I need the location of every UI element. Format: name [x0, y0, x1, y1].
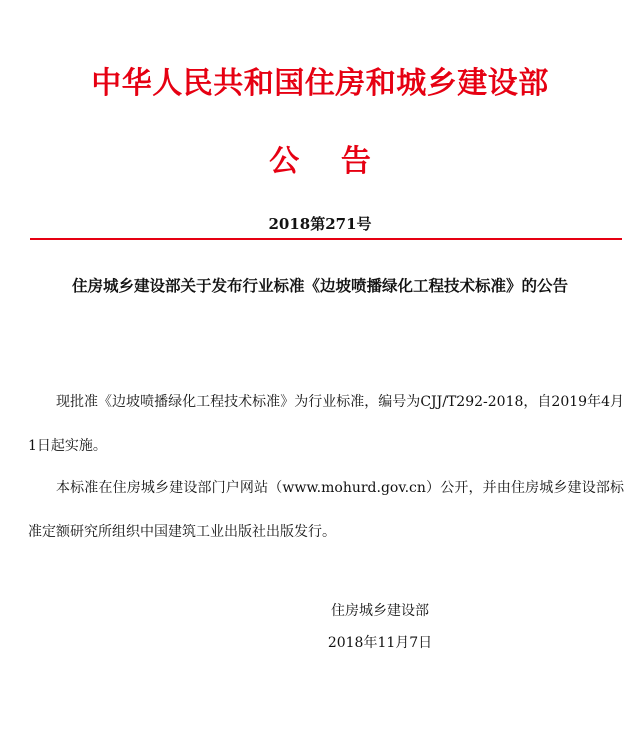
body-paragraph: 本标准在住房城乡建设部门户网站（www.mohurd.gov.cn）公开，并由住房城乡建设部标准定额研究所组织中国建筑工业出版社出版发行。 — [28, 480, 624, 540]
document-type-heading: 公 告 — [269, 144, 371, 179]
signoff-organization: 住房城乡建设部 — [331, 603, 429, 619]
issuer-title: 中华人民共和国住房和城乡建设部 — [91, 66, 549, 101]
notice-headline: 住房城乡建设部关于发布行业标准《边坡喷播绿化工程技术标准》的公告 — [71, 277, 568, 295]
signoff-date: 2018年11月7日 — [327, 635, 433, 651]
document-number: 2018第271号 — [268, 215, 372, 233]
red-divider-rule — [30, 238, 622, 240]
body-paragraph: 现批准《边坡喷播绿化工程技术标准》为行业标准，编号为CJJ/T292-2018，自2019年4月1日起实施。 — [28, 394, 624, 454]
